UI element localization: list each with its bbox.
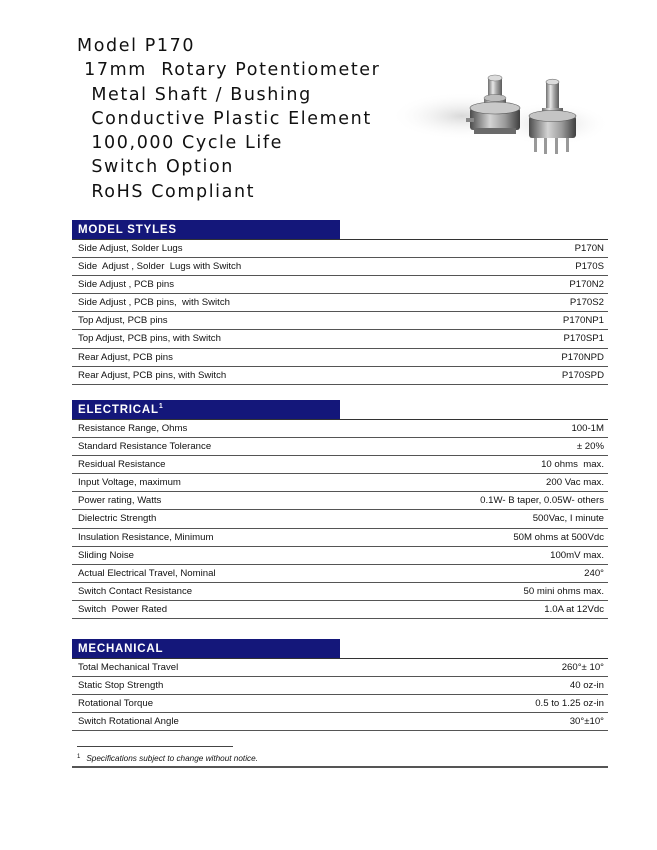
potentiometer-left — [466, 75, 520, 134]
row-value: 100mV max. — [550, 549, 604, 561]
row-label: Switch Power Rated — [78, 603, 168, 615]
row-label: Actual Electrical Travel, Nominal — [78, 567, 216, 579]
table-row — [72, 330, 608, 348]
row-label: Total Mechanical Travel — [78, 662, 179, 673]
table-row — [72, 677, 608, 695]
title-feature-shaft: Metal Shaft / Bushing — [77, 84, 312, 105]
row-value: P170NPD — [561, 351, 604, 363]
row-value: P170N — [574, 243, 604, 254]
row-label: Sliding Noise — [78, 549, 134, 561]
table-row — [72, 565, 608, 583]
title-feature-switch: Switch Option — [77, 157, 234, 178]
table-row — [72, 583, 608, 601]
model-styles-heading: MODEL STYLES — [72, 220, 340, 240]
row-value: 1.0A at 12Vdc — [544, 603, 604, 615]
mechanical-section — [72, 639, 608, 731]
title-feature-element: Conductive Plastic Element — [77, 108, 372, 129]
row-label: Side Adjust , Solder Lugs with Switch — [78, 261, 242, 273]
row-value: 0.1W- B taper, 0.05W- others — [480, 495, 604, 507]
table-row — [72, 240, 608, 258]
mechanical-header — [72, 639, 608, 659]
row-value: P170NP1 — [562, 315, 604, 327]
row-label: Resistance Range, Ohms — [78, 423, 188, 434]
product-title-block — [77, 34, 380, 204]
row-value: 260°± 10° — [561, 662, 604, 673]
row-value: P170N2 — [569, 279, 604, 291]
electrical-heading: ELECTRICAL$^1$ — [72, 400, 340, 420]
row-label: Side Adjust , PCB pins — [78, 279, 174, 291]
row-label: Side Adjust , PCB pins, with Switch — [78, 297, 230, 309]
table-row — [72, 312, 608, 330]
bottom-rule — [72, 766, 608, 768]
row-value: 30°±10° — [569, 716, 604, 728]
row-label: Rear Adjust, PCB pins — [78, 351, 173, 363]
row-label: Top Adjust, PCB pins — [78, 315, 168, 327]
potentiometer-photo — [392, 58, 610, 170]
row-value: 50 mini ohms max. — [523, 585, 604, 597]
table-row — [72, 276, 608, 294]
table-row — [72, 713, 608, 731]
row-label: Switch Rotational Angle — [78, 716, 179, 728]
row-label: Switch Contact Resistance — [78, 585, 193, 597]
table-row — [72, 474, 608, 492]
row-value: 40 oz-in — [569, 680, 604, 692]
row-label: Static Stop Strength — [78, 680, 164, 692]
table-row — [72, 547, 608, 565]
row-value: 100-1M — [571, 423, 604, 434]
footnote-text: Specifications subject to change without notice. — [86, 754, 258, 763]
row-value: 200 Vac max. — [546, 477, 604, 489]
table-row — [72, 601, 608, 619]
row-value: P170SPD — [561, 369, 604, 381]
row-value: 240° — [584, 567, 604, 579]
footnote-separator — [77, 746, 233, 747]
row-value: P170SP1 — [563, 333, 604, 345]
electrical-header — [72, 400, 608, 420]
footnote-number: 1 — [77, 754, 81, 760]
table-row — [72, 492, 608, 510]
row-label: Standard Resistance Tolerance — [78, 441, 212, 453]
row-value: P170S — [575, 261, 604, 273]
table-row — [72, 438, 608, 456]
table-row — [72, 695, 608, 713]
row-value: 50M ohms at 500Vdc — [513, 531, 604, 543]
row-label: Input Voltage, maximum — [78, 477, 181, 489]
title-model: Model P170 — [77, 36, 196, 56]
model-styles-header — [72, 220, 608, 240]
table-row — [72, 349, 608, 367]
table-row — [72, 294, 608, 312]
table-row — [72, 420, 608, 438]
row-value: 500Vac, I minute — [532, 513, 604, 525]
row-value: ± 20% — [576, 441, 604, 453]
row-label: Power rating, Watts — [78, 495, 162, 507]
title-feature-size: 17mm Rotary Potentiometer — [77, 60, 381, 81]
title-feature-rohs: RoHS Compliant — [77, 181, 256, 202]
row-label: Rotational Torque — [78, 698, 154, 710]
row-value: 10 ohms max. — [541, 459, 604, 471]
table-row — [72, 510, 608, 528]
row-label: Side Adjust, Solder Lugs — [78, 243, 183, 254]
row-label: Top Adjust, PCB pins, with Switch — [78, 333, 221, 345]
table-row — [72, 456, 608, 474]
row-label: Rear Adjust, PCB pins, with Switch — [78, 369, 227, 381]
footnote — [77, 754, 258, 763]
row-label: Residual Resistance — [78, 459, 166, 471]
table-row — [72, 659, 608, 677]
table-row — [72, 367, 608, 385]
title-feature-life: 100,000 Cycle Life — [77, 133, 283, 154]
row-value: P170S2 — [569, 297, 604, 309]
footnote-marker: 1 — [158, 403, 163, 410]
row-value: 0.5 to 1.25 oz-in — [535, 698, 604, 710]
mechanical-heading: MECHANICAL — [72, 639, 340, 659]
row-label: Dielectric Strength — [78, 513, 157, 525]
table-row — [72, 529, 608, 547]
row-label: Insulation Resistance, Minimum — [78, 531, 214, 543]
electrical-section — [72, 400, 608, 619]
table-row — [72, 258, 608, 276]
model-styles-section — [72, 220, 608, 385]
